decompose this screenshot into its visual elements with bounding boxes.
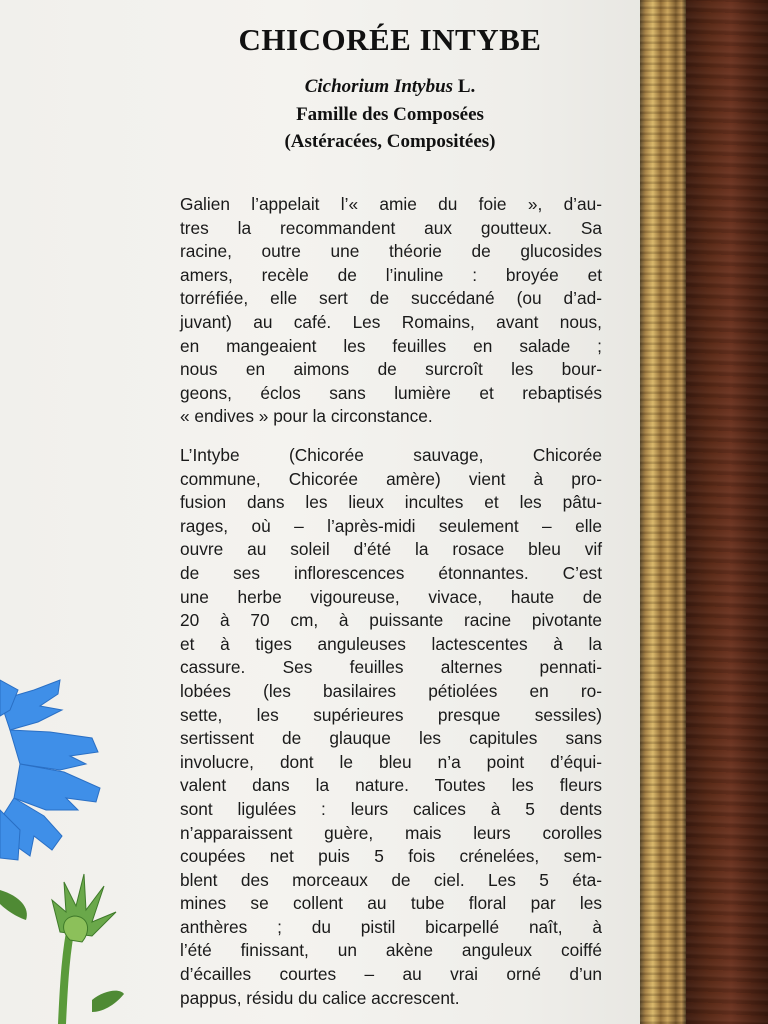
text-line: Galien l’appelait l’« amie du foie », d’au- (180, 194, 602, 214)
text-line: et à tiges anguleuses lactescentes à la (180, 633, 602, 654)
text-line: anthères ; du pistil bicarpellé naît, à (180, 916, 602, 937)
text-line: tres la recommandent aux goutteux. Sa (180, 217, 602, 238)
text-line: ouvre au soleil d’été la rosace bleu vif (180, 539, 602, 560)
description-paragraph-2 (180, 444, 602, 1010)
text-line: nous en aimons de surcroît les bour- (180, 359, 602, 380)
text-line: torréfiée, elle sert de succédané (ou d’ad- (180, 288, 602, 309)
text-line: involucre, dont le bleu n’a point d’équi- (180, 751, 602, 772)
text-line: de ses inflorescences étonnantes. C’est (180, 562, 602, 583)
text-line: sertissent de glauque les capitules sans (180, 728, 602, 749)
gilded-frame-edge (640, 0, 686, 1024)
description-paragraph-1 (180, 193, 602, 429)
text-line: 20 à 70 cm, à puissante racine pivotante (180, 610, 602, 631)
family-line-2: (Astéracées, Compositées) (284, 131, 496, 152)
text-line: lobées (les basilaires pétiolées en ro- (180, 680, 602, 701)
text-line: racine, outre une théorie de glucosides (180, 241, 602, 262)
text-line: sette, les supérieures presque sessiles) (180, 704, 602, 725)
text-line: sont ligulées : leurs calices à 5 dents (180, 798, 602, 819)
chicory-flower-illustration (0, 660, 140, 1024)
text-line: valent dans la nature. Toutes les fleurs (180, 775, 602, 796)
text-line: cassure. Ses feuilles alternes pennati- (180, 657, 602, 678)
plate-title: CHICORÉE INTYBE (238, 22, 542, 57)
text-line: mines se collent au tube floral par les (180, 893, 602, 914)
text-line: l’été finissant, un akène anguleux coiffé (180, 940, 602, 961)
text-line: pappus, résidu du calice accrescent. (180, 987, 460, 1008)
leaf (92, 991, 124, 1012)
text-line: d’écailles courtes – au vrai orné d’un (180, 964, 602, 985)
latin-name: Cichorium Intybus (304, 76, 454, 97)
text-line: L’Intybe (Chicorée sauvage, Chicorée (180, 445, 602, 465)
flower-bud (52, 874, 116, 942)
chicory-flower-head (0, 680, 100, 860)
latin-name-line (170, 76, 610, 98)
text-line: coupées net puis 5 fois crénelées, sem- (180, 846, 602, 867)
text-line: n’apparaissent guère, mais leurs corolles (180, 822, 602, 843)
text-line: juvant) au café. Les Romains, avant nous, (180, 311, 602, 332)
text-line: rages, où – l’après-midi seulement – elle (180, 515, 602, 536)
leaf (0, 890, 27, 920)
text-line: commune, Chicorée amère) vient à pro- (180, 468, 602, 489)
family-line-1: Famille des Composées (296, 104, 484, 125)
text-line: amers, recèle de l’inuline : broyée et (180, 264, 602, 285)
text-line: geons, éclos sans lumière et rebaptisés (180, 382, 602, 403)
text-line: fusion dans les lieux incultes et les pâtu- (180, 492, 602, 513)
text-line: « endives » pour la circonstance. (180, 406, 433, 427)
latin-author: L. (457, 76, 476, 97)
text-line: en mangeaient les feuilles en salade ; (180, 335, 602, 356)
wooden-frame (686, 0, 768, 1024)
text-line: une herbe vigoureuse, vivace, haute de (180, 586, 602, 607)
text-line: blent des morceaux de ciel. Les 5 éta- (180, 869, 602, 890)
